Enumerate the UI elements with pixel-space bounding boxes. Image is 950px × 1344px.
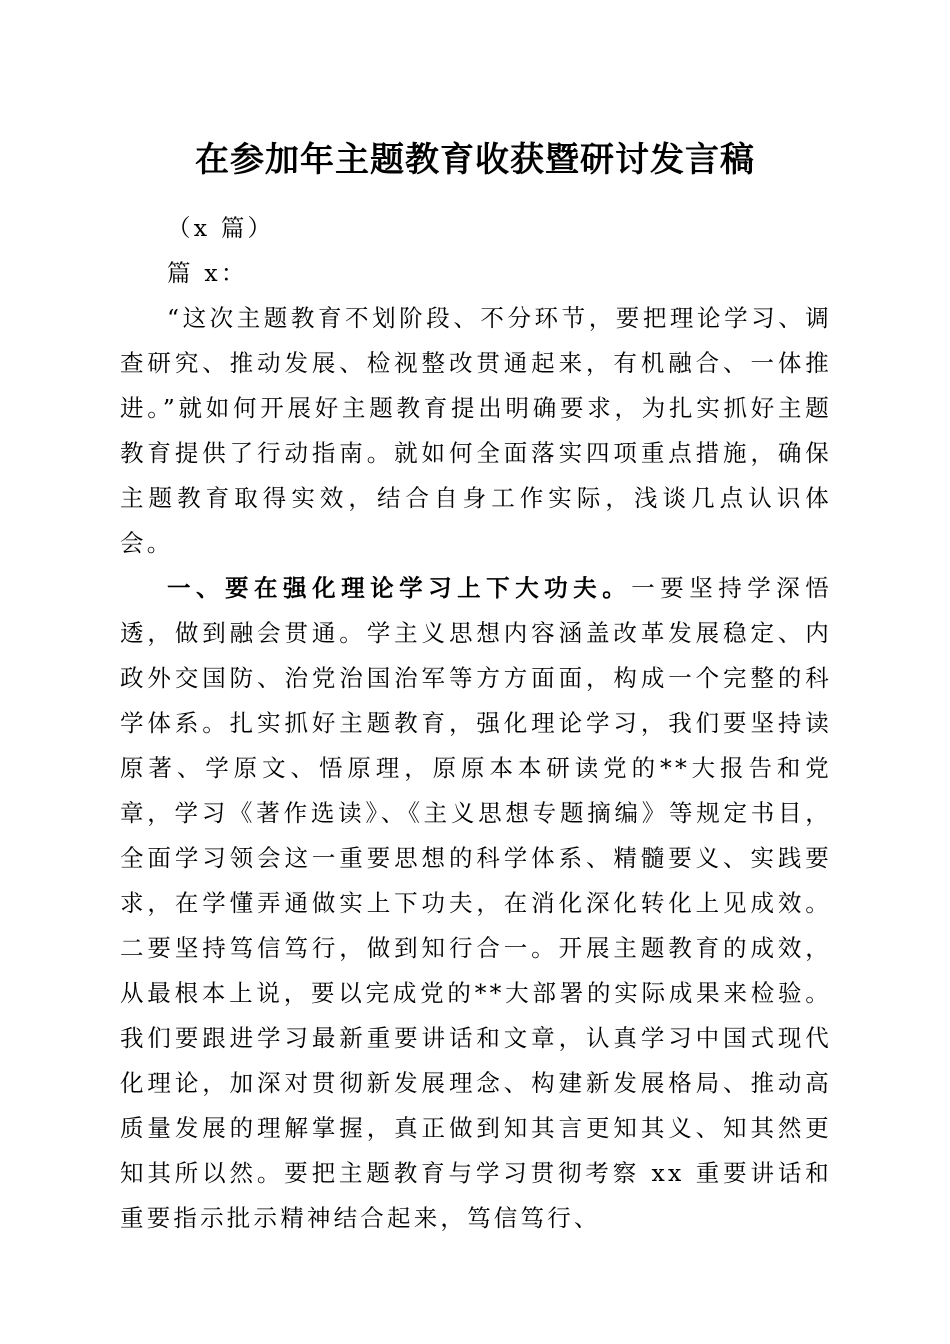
paragraph-section-one bbox=[120, 566, 832, 1241]
paragraph-intro: “这次主题教育不划阶段、不分环节，要把理论学习、调查研究、推动发展、检视整改贯通起来，有机融合、一体推进。”就如何开展好主题教育提出明确要求，为扎实抓好主题教育提供了行动指南。就如何全面落实四项重点措施，确保主题教育取得实效，结合自身工作实际，浅谈几点认识体会。 bbox=[120, 304, 832, 557]
document-title: 在参加年主题教育收获暨研讨发言稿 bbox=[195, 140, 755, 180]
section-one-text: 一要坚持学深悟透，做到融会贯通。学主义思想内容涵盖改革发展稳定、内政外交国防、治党治国治军等方方面面，构成一个完整的科学体系。扎实抓好主题教育，强化理论学习，我们要坚持读原著、学原文、悟原理，原原本本研读党的**大报告和党章，学习《著作选读》、《主义思想专题摘编》等规定书目，全面学习领会这一重要思想的科学体系、精髓要义、实践要求，在学懂弄通做实上下功夫，在消化深化转化上见成效。二要坚持笃信笃行，做到知行合一。开展主题教育的成效，从最根本上说，要以完成党的**大部署的实际成果来检验。我们要跟进学习最新重要讲话和文章，认真学习中国式现代化理论，加深对贯彻新发展理念、构建新发展格局、推动高质量发展的理解掌握，真正做到知其言更知其义、知其然更知其所以然。要把主题教育与学习贯彻考察 xx 重要讲话和重要指示批示精神结合起来，笃信笃行、 bbox=[120, 574, 832, 1232]
section-label: 篇 x： bbox=[167, 259, 248, 287]
document-body bbox=[120, 206, 832, 1241]
section-one-heading: 一、要在强化理论学习上下大功夫。 bbox=[167, 574, 632, 602]
document-subtitle: （x 篇） bbox=[167, 214, 275, 242]
